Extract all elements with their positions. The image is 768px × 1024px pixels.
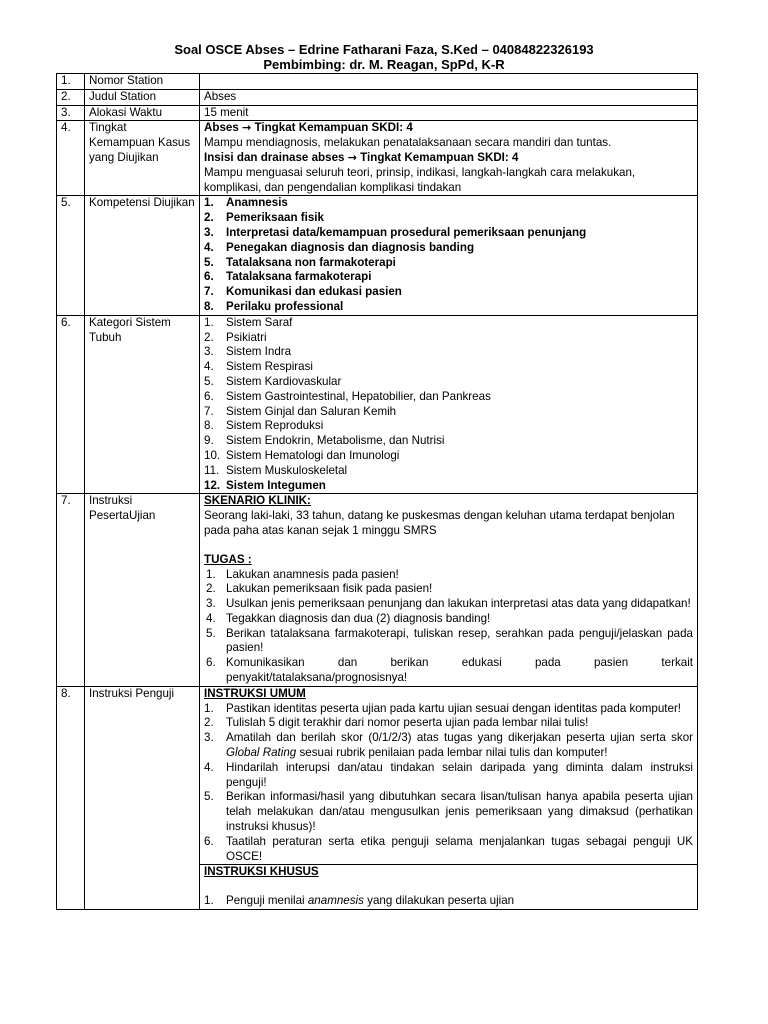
row-value: Abses: [200, 89, 698, 105]
tingkat-description: Mampu mendiagnosis, melakukan penatalaksanaan secara mandiri dan tuntas.: [204, 136, 612, 150]
instruksi-umum-list: [204, 702, 693, 865]
arrow-right-icon: →: [242, 121, 252, 135]
row-value: 15 menit: [200, 105, 698, 121]
penguji-cell: [200, 686, 698, 909]
row-number: 5.: [57, 196, 85, 315]
row-label: Instruksi Penguji: [85, 686, 200, 909]
table-row: [57, 315, 698, 494]
instruksi-khusus-heading: INSTRUKSI KHUSUS: [204, 865, 319, 879]
table-row: [57, 121, 698, 196]
list-item: 2. Lakukan pemeriksaan fisik pada pasien!: [206, 582, 433, 596]
list-item: 5. Berikan informasi/hasil yang dibutuhkan secara lisan/tulisan hanya apabila peserta ujian telah melakukan dan/atau mengusulkan jenis pemeriksaan yang dimaksud (perhatikan instruksi khusus)!: [204, 790, 693, 834]
list-item: 2. Pemeriksaan fisik: [204, 211, 324, 225]
row-number: 2.: [57, 89, 85, 105]
row-label: Kompetensi Diujikan: [85, 196, 200, 315]
list-item: 6. Sistem Gastrointestinal, Hepatobilier, dan Pankreas: [204, 389, 491, 403]
list-item: 4. Penegakan diagnosis dan diagnosis banding: [204, 240, 475, 254]
tingkat-description: Mampu menguasai seluruh teori, prinsip, indikasi, langkah-langkah cara melakukan, komplikasi, dan pengendalian komplikasi tindakan: [204, 165, 636, 194]
row-label: Nomor Station: [85, 74, 200, 90]
list-item: 8. Perilaku professional: [204, 299, 344, 313]
row-value: [200, 74, 698, 90]
sistem-cell: [200, 315, 698, 494]
row-label: Alokasi Waktu: [85, 105, 200, 121]
table-row: [57, 196, 698, 315]
list-item: 4. Sistem Respirasi: [204, 360, 313, 374]
row-number: 1.: [57, 74, 85, 90]
row-label: Kategori Sistem Tubuh: [85, 315, 200, 494]
list-item: 3. Usulkan jenis pemeriksaan penunjang dan lakukan interpretasi atas data yang didapatkan!: [206, 597, 691, 611]
row-number: 3.: [57, 105, 85, 121]
tingkat-heading-abses: Abses → Tingkat Kemampuan SKDI: 4: [204, 121, 413, 135]
row-label: Judul Station: [85, 89, 200, 105]
list-item: 10. Sistem Hematologi dan Imunologi: [204, 448, 400, 462]
list-item: 6. Taatilah peraturan serta etika penguji selama menjalankan tugas sebagai penguji UK OSCE!: [204, 834, 693, 863]
list-item: 12. Sistem Integumen: [204, 478, 326, 492]
row-label: Tingkat Kemampuan Kasus yang Diujikan: [85, 121, 200, 196]
instruksi-khusus-list: [204, 894, 693, 909]
kompetensi-list: [204, 196, 693, 314]
table-row: [57, 494, 698, 687]
list-item: 1. Sistem Saraf: [204, 315, 293, 329]
list-item: 3. Interpretasi data/kemampuan prosedural pemeriksaan penunjang: [204, 225, 587, 239]
skenario-heading: SKENARIO KLINIK:: [204, 494, 311, 508]
list-item: 6. Komunikasikan dan berikan edukasi pada pasien terkait penyakit/tatalaksana/prognosisnya!: [206, 656, 693, 685]
list-item: 5. Tatalaksana non farmakoterapi: [204, 255, 396, 269]
list-item: 1. Lakukan anamnesis pada pasien!: [206, 567, 399, 581]
row-number: 7.: [57, 494, 85, 687]
list-item: 7. Sistem Ginjal dan Saluran Kemih: [204, 404, 397, 418]
instruksi-umum-heading: INSTRUKSI UMUM: [204, 686, 306, 700]
table-row: [57, 74, 698, 90]
tugas-heading: TUGAS :: [204, 552, 252, 566]
list-item: 8. Sistem Reproduksi: [204, 419, 324, 433]
list-item: 7. Komunikasi dan edukasi pasien: [204, 285, 402, 299]
list-item: 5. Sistem Kardiovaskular: [204, 374, 342, 388]
list-item: 5. Berikan tatalaksana farmakoterapi, tuliskan resep, serahkan pada penguji/jelaskan pada pasien!: [206, 626, 693, 655]
instruksi-khusus-block: [200, 865, 697, 909]
row-label: Instruksi PesertaUjian: [85, 494, 200, 687]
skenario-text: Seorang laki-laki, 33 tahun, datang ke puskesmas dengan keluhan utama terdapat benjolan pada paha atas kanan sejak 1 minggu SMRS: [204, 509, 675, 537]
row-number: 8.: [57, 686, 85, 909]
tingkat-heading-insisi: Insisi dan drainase abses → Tingkat Kemampuan SKDI: 4: [204, 150, 519, 164]
list-item: 4. Hindarilah interupsi dan/atau tindakan selain daripada yang diminta dalam instruksi penguji!: [204, 760, 693, 789]
table-row: [57, 89, 698, 105]
peserta-cell: [200, 494, 698, 687]
list-item: 1. Anamnesis: [204, 196, 288, 210]
list-item: 6. Tatalaksana farmakoterapi: [204, 270, 372, 284]
instruksi-umum-block: [200, 687, 697, 866]
list-item: 9. Sistem Endokrin, Metabolisme, dan Nutrisi: [204, 434, 445, 448]
document-supervisor: Pembimbing: dr. M. Reagan, SpPd, K-R: [263, 57, 505, 72]
tugas-list: [204, 568, 693, 686]
sistem-list: [204, 316, 693, 494]
table-row: [57, 686, 698, 909]
osce-station-table: [56, 73, 698, 910]
table-row: [57, 105, 698, 121]
row-number: 6.: [57, 315, 85, 494]
document-title: Soal OSCE Abses – Edrine Fatharani Faza, S.Ked – 04084822326193: [174, 42, 594, 57]
list-item: 3. Amatilah dan berilah skor (0/1/2/3) atas tugas yang dikerjakan peserta ujian serta skor Global Rating sesuai rubrik penilaian pada lembar nilai tulis dan komputer!: [204, 731, 693, 760]
list-item: 1. Pastikan identitas peserta ujian pada kartu ujian sesuai dengan identitas pada komputer!: [204, 701, 682, 715]
list-item: 3. Sistem Indra: [204, 345, 292, 359]
arrow-right-icon: →: [347, 150, 357, 164]
tingkat-cell: [200, 121, 698, 196]
list-item: 4. Tegakkan diagnosis dan dua (2) diagnosis banding!: [206, 611, 491, 625]
row-number: 4.: [57, 121, 85, 196]
list-item: 11. Sistem Muskuloskeletal: [204, 463, 348, 477]
list-item: 1. Penguji menilai anamnesis yang dilakukan peserta ujian: [204, 894, 515, 908]
list-item: 2. Tulislah 5 digit terakhir dari nomor peserta ujian pada lembar nilai tulis!: [204, 716, 589, 730]
list-item: 2. Psikiatri: [204, 330, 267, 344]
kompetensi-cell: [200, 196, 698, 315]
